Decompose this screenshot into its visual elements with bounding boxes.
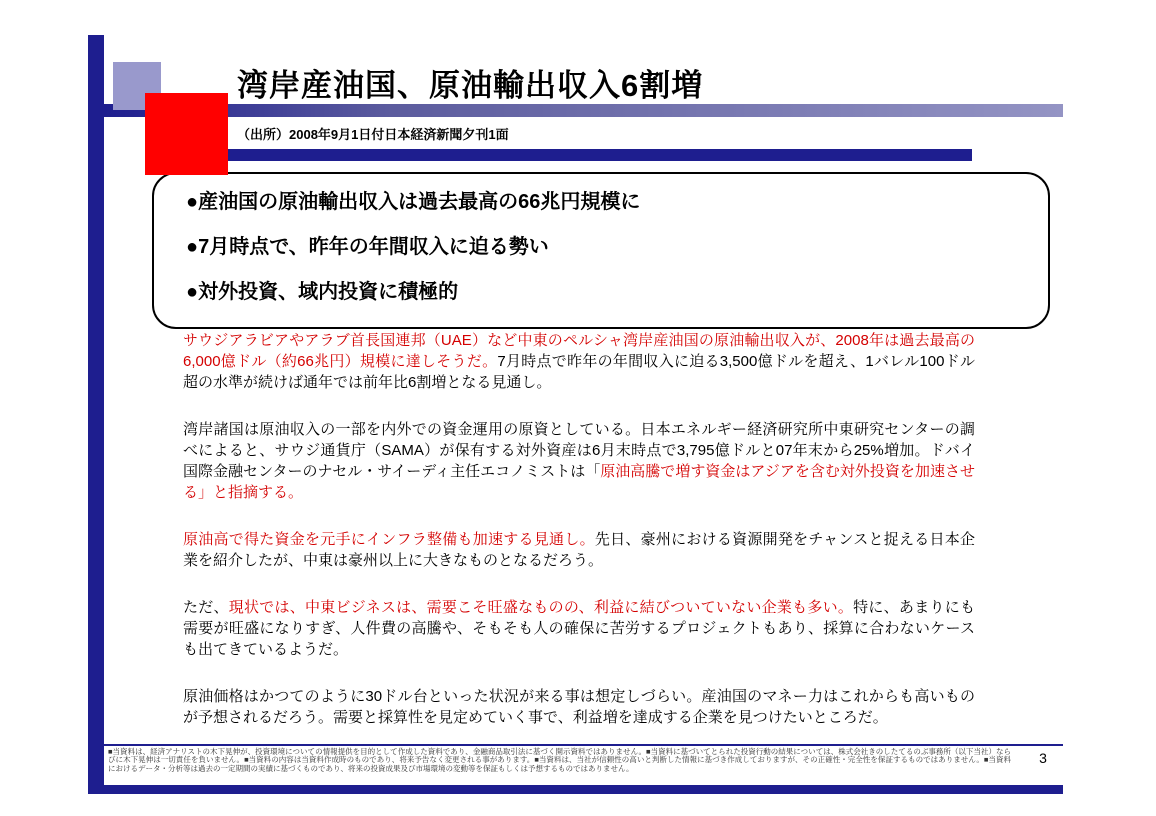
left-accent-bar (88, 35, 104, 793)
text-segment: 原油価格はかつてのように30ドル台といった状況が来る事は想定しづらい。産油国のマネー力はこれからも高いものが予想されるだろう。需要と採算性を見定めていく事で、利益増を達成する企業を見つけたいところだ。 (183, 688, 975, 726)
text-segment: 湾岸諸国は原油収入の一部を内外での資金運用の原資としている。日本エネルギー経済研究所中東研究センターの調べによると、サウジ通貨庁（SAMA）が保有する対外資産は6月末時点で3,795億ドルと07年末から25%増加。ドバイ国際金融センターのナセル・サイーディ主任エコノミストは「 (183, 421, 975, 480)
body-paragraph (183, 529, 975, 571)
divider-bar (155, 149, 972, 161)
text-segment: 原油高で得た資金を元手にインフラ整備も加速する見通し。 (183, 531, 595, 548)
highlight-item: ●7月時点で、昨年の年間収入に迫る勢い (186, 236, 549, 258)
body-paragraph (183, 330, 975, 393)
text-segment: 現状では、中東ビジネスは、需要こそ旺盛なものの、利益に結びついていない企業も多い。 (228, 599, 854, 616)
highlight-item: ●対外投資、域内投資に積極的 (186, 281, 459, 303)
body-paragraph (183, 686, 975, 728)
highlight-item: ●産油国の原油輸出収入は過去最高の66兆円規模に (186, 191, 641, 213)
source-citation: （出所）2008年9月1日付日本経済新聞夕刊1面 (237, 127, 509, 142)
text-segment: 先日、豪州における資源開発をチャンスと捉える日本企業を紹介したが、中東は豪州以上に大きなものとなるだろう。 (183, 531, 975, 569)
red-accent-square (145, 93, 228, 175)
text-segment: 原油高騰で増す資金はアジアを含む対外投資を加速させる」と指摘する。 (183, 463, 975, 501)
text-segment: サウジアラビアやアラブ首長国連邦（UAE）など中東のペルシャ湾岸産油国の原油輸出収入が、2008年は過去最高の6,000億ドル（約66兆円）規模に達しそうだ。 (183, 332, 975, 370)
title-gradient-bar (104, 104, 1063, 117)
highlight-box (152, 172, 1050, 329)
body-paragraph (183, 419, 975, 503)
body-text (183, 330, 975, 754)
body-paragraph (183, 597, 975, 660)
disclaimer-text: ■当資料は、経済アナリストの木下晃伸が、投資環境についての情報提供を目的として作成した資料であり、金融商品取引法に基づく開示資料ではありません。■当資料に基づいてとられた投資行動の結果については、株式会社きのしたてるのぶ事務所（以下当社）ならびに木下晃伸は一切責任を負いません。■当資料の内容は当資料作成時のものであり、将来予告なく変更される事があります。■当資料は、当社が信頼性の高いと判断した情報に基づき作成しておりますが、その正確性・完全性を保証するものではありません。■当資料におけるデータ・分析等は過去の一定期間の実績に基づくものであり、将来の投資成果及び市場環境の変動等を保証もしくは予想するものではありません。 (108, 747, 1011, 773)
text-segment: 特に、あまりにも需要が旺盛になりすぎ、人件費の高騰や、そもそも人の確保に苦労するプロジェクトもあり、採算に合わないケースも出てきているようだ。 (183, 599, 975, 658)
page-number: 3 (1039, 750, 1047, 766)
page-title: 湾岸産油国、原油輸出収入6割増 (237, 68, 704, 103)
text-segment: ただ、 (183, 599, 229, 616)
bottom-accent-bar (88, 785, 1063, 794)
text-segment: 7月時点で昨年の年間収入に迫る3,500億ドルを超え、1バレル100ドル超の水準が続けば通年では前年比6割増となる見通し。 (183, 353, 975, 391)
